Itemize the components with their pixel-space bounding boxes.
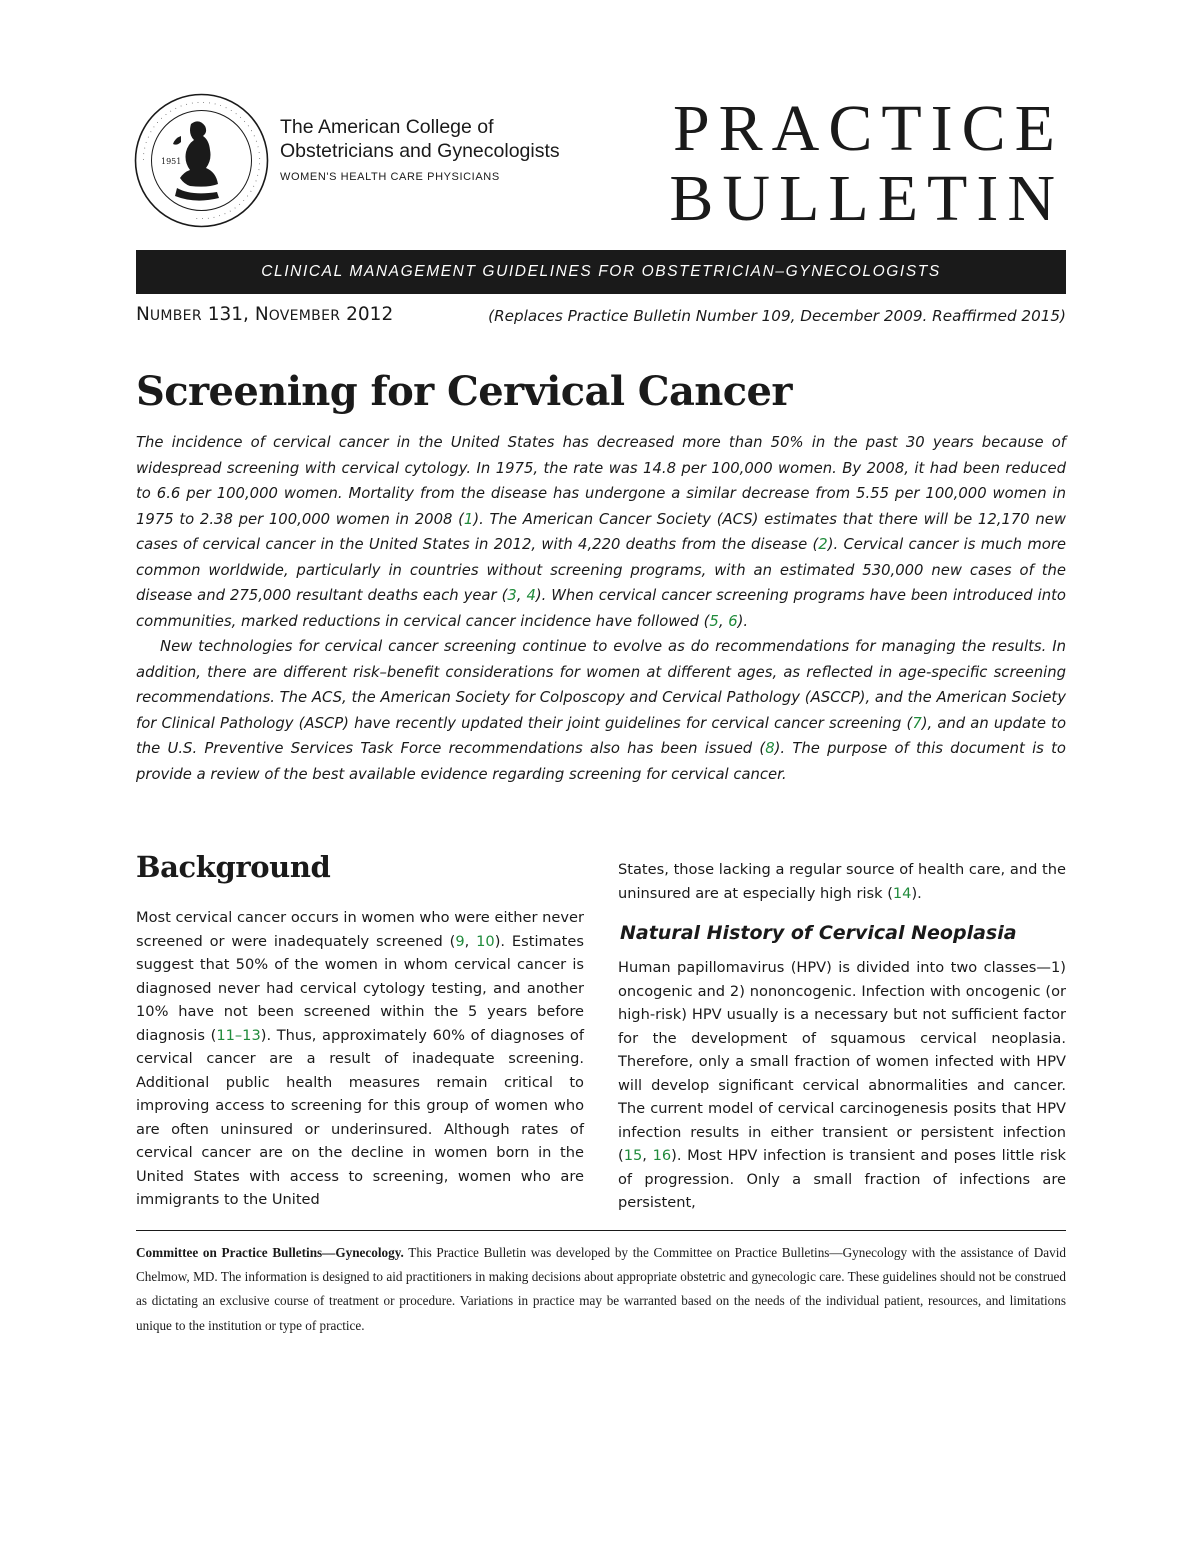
- natural-history-column: [618, 956, 1066, 1215]
- text-run: ,: [642, 1147, 653, 1164]
- text-run: ). When cervical cancer screening programs have been introduced into communities, marked reductions in cervical cancer incidence have followed (: [136, 587, 1066, 630]
- committee-name: Committee on Practice Bulletins—Gynecology.: [136, 1245, 404, 1260]
- background-column: [136, 906, 584, 1212]
- introduction-section: [136, 430, 1066, 787]
- text-run: Human papillomavirus (HPV) is divided into two classes—1) oncogenic and 2) nononcogenic. Infection with oncogenic (or high-risk) HPV usually is a necessary but not sufficient factor for the development of squamous cervical neoplasia. Therefore, only a small fraction of women infected with HPV will develop significant cervical abnormalities and cancer. The current model of cervical carcinogenesis posits that HPV infection results in either transient or persistent infection (: [618, 959, 1066, 1164]
- text-run: ), and an update to the U.S. Preventive Services Task Force recommendations also has been issued (: [136, 714, 1066, 757]
- committee-footnote-paragraph: [136, 1241, 1066, 1338]
- org-name-line1: The American College of: [280, 116, 494, 138]
- intro-paragraph-2: [136, 634, 1066, 787]
- org-tagline: WOMEN'S HEALTH CARE PHYSICIANS: [280, 171, 500, 183]
- background-continued-column: [618, 858, 1066, 905]
- reference-link[interactable]: 10: [476, 932, 495, 950]
- number-initial-cap: N: [136, 304, 150, 325]
- intro-paragraph-1: [136, 430, 1066, 634]
- reference-link[interactable]: 5: [709, 612, 719, 630]
- text-run: ). Cervical cancer is much more common worldwide, particularly in countries without screening programs, with an estimated 530,000 new cases of the disease and 275,000 resultant deaths each year (: [136, 536, 1067, 604]
- background-paragraph: [136, 906, 584, 1212]
- text-run: ). Thus, approximately 60% of diagnoses of cervical cancer are a result of inadequate screening. Additional public health measures remain critical to improving access to screening for this group of women who are often uninsured or underinsured. Although rates of cervical cancer are on the decline in women born in the United States with access to screening, women who are immigrants to the United: [136, 1026, 584, 1208]
- text-run: ). Estimates suggest that 50% of the women in whom cervical cancer is diagnosed never had cervical cytology testing, and another 10% have not been screened within the 5 years before diagnosis (: [136, 932, 584, 1044]
- svg-text:· · · · · · · · · · · · · · ·: · · · · · · · · · · · · · · · · · · · · · · · · · · · · · · · · · · · · · · · · · · · · · · · · ·: [140, 99, 263, 222]
- text-run: New technologies for cervical cancer screening continue to evolve as do recommendations for managing the results. In addition, there are different risk–benefit considerations for women at different ages, as reflected in age-specific screening recommendations. The ACS, the American Society for Colposcopy and Cervical Pathology (ASCCP), and the American Society for Clinical Pathology (ASCP) have recently updated their joint guidelines for cervical cancer screening (: [136, 638, 1066, 732]
- reference-link[interactable]: 2: [818, 536, 828, 553]
- reference-link[interactable]: 9: [455, 932, 465, 950]
- seal-year: 1951: [161, 157, 182, 166]
- bulletin-number-date: [136, 304, 393, 325]
- text-run: ).: [911, 884, 922, 902]
- reference-link[interactable]: 8: [765, 740, 775, 757]
- text-run: ). The American Cancer Society (ACS) estimates that there will be 12,170 new cases of cervical cancer in the United States in 2012, with 4,220 deaths from the disease (: [136, 510, 1067, 553]
- natural-history-paragraph: [618, 956, 1066, 1215]
- reference-link[interactable]: 3: [507, 587, 517, 604]
- footer-divider: [136, 1230, 1066, 1231]
- reference-link[interactable]: 16: [652, 1147, 672, 1164]
- committee-footnote: [136, 1241, 1066, 1338]
- text-run: Most cervical cancer occurs in women who were either never screened or were inadequately screened (: [136, 909, 584, 950]
- number-word-rest: UMBER: [149, 308, 202, 324]
- replaces-note: (Replaces Practice Bulletin Number 109, December 2009. Reaffirmed 2015): [488, 307, 1066, 325]
- text-run: ).: [737, 612, 749, 630]
- month-initial-cap: N: [254, 304, 269, 325]
- year-value: 2012: [346, 304, 394, 325]
- background-continued-paragraph: [618, 858, 1066, 905]
- month-word-rest: OVEMBER: [268, 308, 341, 324]
- org-name-line2: Obstetricians and Gynecologists: [280, 140, 560, 162]
- text-run: The incidence of cervical cancer in the United States has decreased more than 50% in the past 30 years because of widespread screening with cervical cytology. In 1975, the rate was 14.8 per 100,000 women. By 2008, it had been reduced to 6.6 per 100,000 women. Mortality from the disease has undergone a similar decrease from 5.55 per 100,000 women in 1975 to 2.38 per 100,000 women in 2008 (: [136, 434, 1066, 528]
- text-run: ). Most HPV infection is transient and poses little risk of progression. Only a small fraction of infections are persistent,: [618, 1147, 1067, 1211]
- reference-link[interactable]: 6: [728, 612, 738, 630]
- text-run: ,: [464, 932, 477, 950]
- reference-link[interactable]: 4: [526, 587, 536, 604]
- document-title: Screening for Cervical Cancer: [136, 368, 792, 415]
- organization-name-block: [280, 115, 560, 183]
- reference-link[interactable]: 14: [892, 884, 912, 902]
- number-value: 131,: [207, 304, 249, 325]
- publication-title-line2: BULLETIN: [669, 162, 1064, 235]
- background-heading: Background: [136, 850, 331, 884]
- reference-link[interactable]: 11–13: [216, 1026, 261, 1044]
- acog-seal-logo: [133, 92, 270, 229]
- text-run: ). The purpose of this document is to provide a review of the best available evidence regarding screening for cervical cancer.: [136, 740, 1066, 783]
- reference-link[interactable]: 15: [623, 1147, 643, 1164]
- committee-footnote-text: This Practice Bulletin was developed by the Committee on Practice Bulletins—Gynecology with the assistance of David Chelmow, MD. The information is designed to aid practitioners in making decisions about appropriate obstetric and gynecologic care. These guidelines should not be construed as dictating an exclusive course of treatment or procedure. Variations in practice may be warranted based on the needs of the individual patient, resources, and limitations unique to the institution or type of practice.: [136, 1245, 1066, 1333]
- text-run: States, those lacking a regular source of health care, and the uninsured are at especially high risk (: [618, 861, 1066, 902]
- reference-link[interactable]: 7: [912, 714, 922, 732]
- natural-history-heading: Natural History of Cervical Neoplasia: [620, 922, 1017, 944]
- reference-link[interactable]: 1: [463, 510, 474, 528]
- text-run: ,: [718, 612, 729, 630]
- publication-title-line1: PRACTICE: [672, 92, 1064, 165]
- text-run: ,: [516, 587, 527, 604]
- guidelines-banner: CLINICAL MANAGEMENT GUIDELINES FOR OBSTETRICIAN–GYNECOLOGISTS: [136, 250, 1066, 294]
